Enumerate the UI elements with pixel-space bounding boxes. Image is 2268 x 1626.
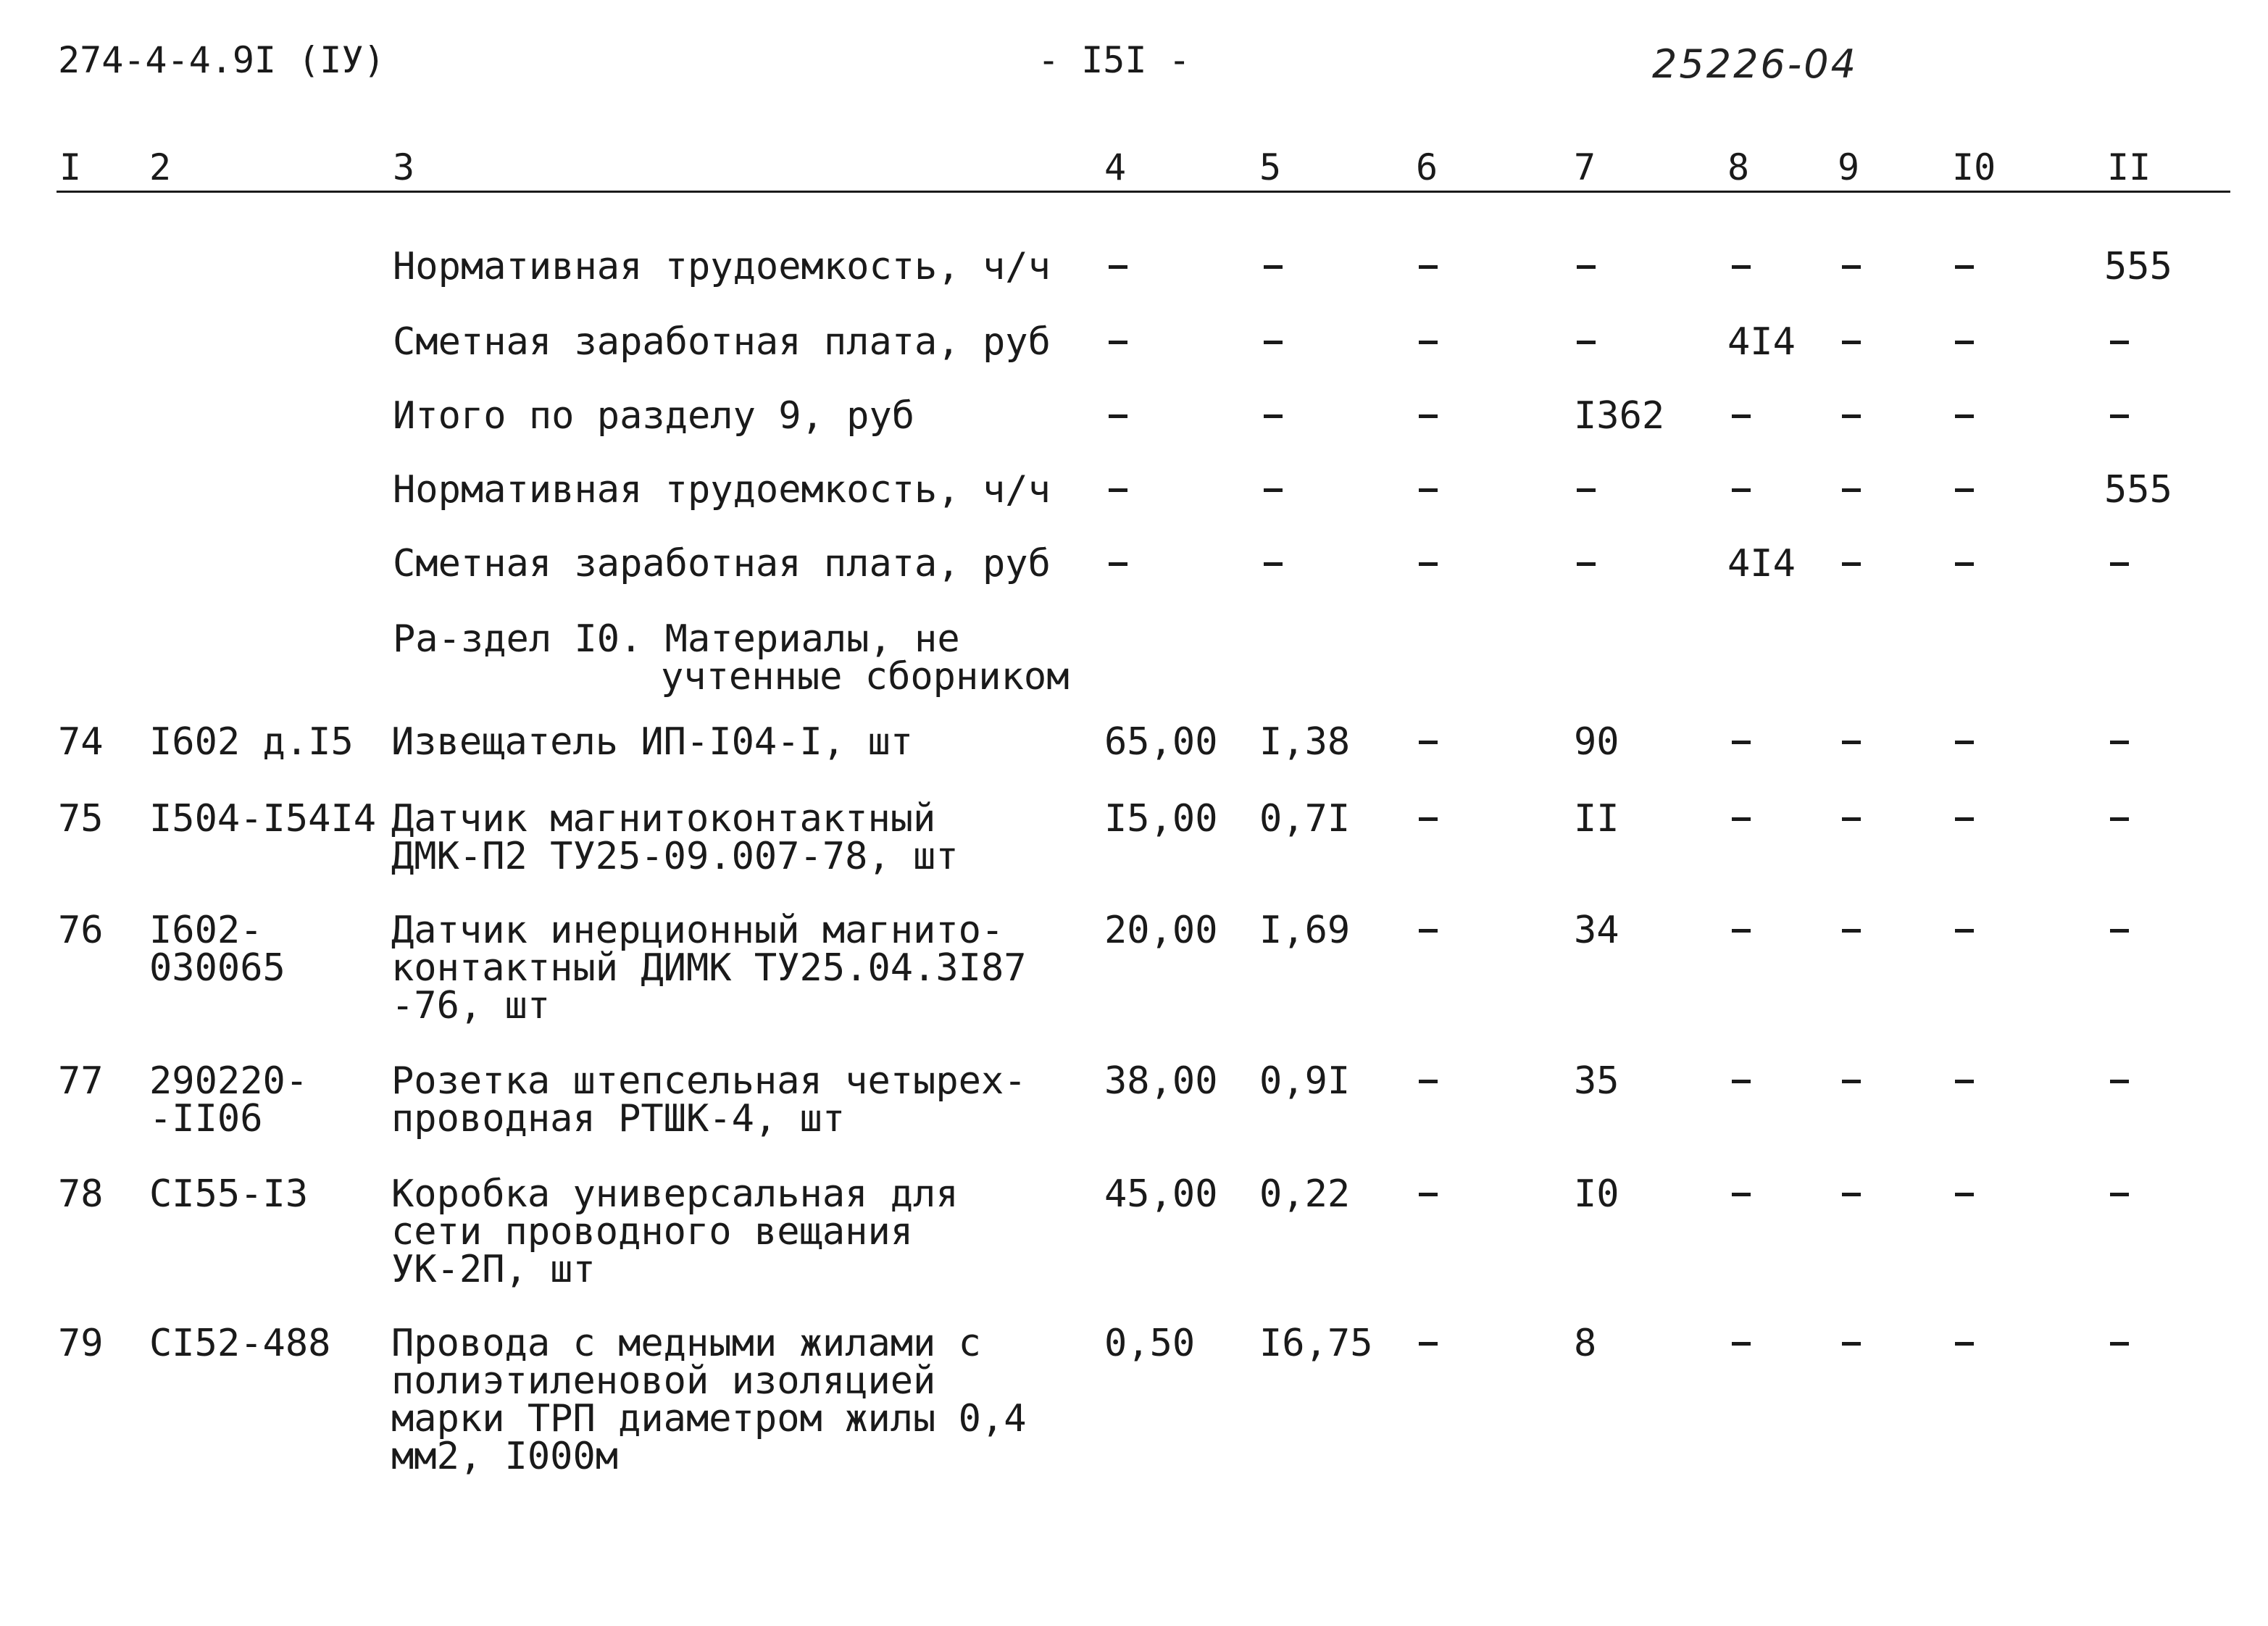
item-cell-dash <box>1955 817 1974 821</box>
item-cell-value: 35 <box>1574 1059 1619 1103</box>
summary-cell-dash <box>1577 265 1596 269</box>
item-code: CI52-488 <box>149 1322 331 1365</box>
item-name: Провода с медными жилами с полиэтиленовой изоляцией марки ТРП диаметром жилы 0,4 мм2, I000м <box>391 1322 1027 1478</box>
item-cell-value: I,38 <box>1259 720 1351 764</box>
column-number: II <box>2107 146 2151 188</box>
archive-number: 25226-04 <box>1652 41 1858 87</box>
item-code: I602- 030065 <box>149 909 285 990</box>
item-number: 74 <box>58 720 104 764</box>
summary-cell-dash <box>1419 265 1438 269</box>
item-cell-dash <box>1955 929 1974 933</box>
item-cell-value: I0 <box>1574 1172 1619 1216</box>
item-cell-dash <box>1732 817 1751 821</box>
column-number: I0 <box>1952 146 1996 188</box>
item-number: 76 <box>58 909 104 952</box>
item-cell-dash <box>1732 929 1751 933</box>
item-cell-dash <box>1842 1193 1861 1196</box>
item-cell-value: 0,22 <box>1259 1172 1351 1216</box>
item-cell-value: 0,9I <box>1259 1059 1351 1103</box>
item-cell-dash <box>1419 929 1438 933</box>
item-cell-dash <box>1732 1193 1751 1196</box>
column-number: 6 <box>1416 146 1438 188</box>
item-cell-dash <box>1732 741 1751 744</box>
summary-cell-dash <box>1842 562 1861 566</box>
summary-cell-value: 555 <box>2104 245 2172 288</box>
document-code: 274-4-4.9I (IУ) <box>58 39 385 81</box>
item-cell-dash <box>2110 1080 2129 1083</box>
item-cell-value: 90 <box>1574 720 1619 764</box>
summary-cell-dash <box>1842 265 1861 269</box>
item-cell-value: 65,00 <box>1104 720 1218 764</box>
summary-cell-dash <box>1577 562 1596 566</box>
item-cell-value: I,69 <box>1259 909 1351 952</box>
summary-cell-dash <box>1732 265 1751 269</box>
header-rule <box>57 191 2230 193</box>
page-number: - I5I - <box>1038 39 1191 81</box>
summary-cell-dash <box>1109 341 1127 344</box>
item-number: 79 <box>58 1322 104 1365</box>
section-title-line-2: учтенные сборником <box>661 655 1070 699</box>
item-name: Датчик магнитоконтактный ДМК-П2 ТУ25-09.007-78, шт <box>391 797 959 878</box>
item-number: 75 <box>58 797 104 841</box>
item-cell-value: 34 <box>1574 909 1619 952</box>
item-cell-dash <box>1842 1080 1861 1083</box>
summary-cell-dash <box>1955 488 1974 492</box>
summary-cell-value: 4I4 <box>1727 320 1796 364</box>
item-name: Датчик инерционный магнито- контактный ДИМК ТУ25.04.3I87 -76, шт <box>391 909 1027 1027</box>
item-cell-dash <box>2110 741 2129 744</box>
item-cell-dash <box>1732 1080 1751 1083</box>
summary-cell-dash <box>1577 341 1596 344</box>
summary-row-label: Нормативная трудоемкость, ч/ч <box>393 468 1051 512</box>
column-number: 3 <box>393 146 415 188</box>
item-cell-dash <box>1419 741 1438 744</box>
summary-cell-value: 555 <box>2104 468 2172 512</box>
summary-cell-dash <box>1109 414 1127 418</box>
item-name: Розетка штепсельная четырех- проводная РТШК-4, шт <box>391 1059 1027 1141</box>
item-number: 77 <box>58 1059 104 1103</box>
summary-cell-dash <box>1955 562 1974 566</box>
item-cell-dash <box>1842 817 1861 821</box>
item-cell-dash <box>1419 1342 1438 1346</box>
summary-cell-dash <box>1419 414 1438 418</box>
column-number: 8 <box>1727 146 1750 188</box>
item-cell-dash <box>1842 929 1861 933</box>
column-number: I <box>59 146 82 188</box>
column-number: 5 <box>1259 146 1282 188</box>
summary-cell-dash <box>1264 488 1283 492</box>
item-cell-dash <box>1955 1080 1974 1083</box>
item-name: Коробка универсальная для сети проводного вещания УК-2П, шт <box>391 1172 959 1291</box>
summary-row-label: Сметная заработная плата, руб <box>393 320 1051 364</box>
item-cell-value: 20,00 <box>1104 909 1218 952</box>
summary-cell-dash <box>1842 341 1861 344</box>
summary-cell-dash <box>1419 341 1438 344</box>
summary-cell-dash <box>1264 562 1283 566</box>
item-cell-dash <box>1732 1342 1751 1346</box>
item-cell-dash <box>1842 741 1861 744</box>
item-cell-dash <box>1955 1342 1974 1346</box>
item-code: I602 д.I5 <box>149 720 354 764</box>
item-code: I504-I54I4 <box>149 797 377 841</box>
item-name: Извещатель ИП-I04-I, шт <box>391 720 914 764</box>
item-cell-value: I5,00 <box>1104 797 1218 841</box>
summary-cell-dash <box>1109 488 1127 492</box>
column-number: 7 <box>1574 146 1596 188</box>
item-cell-value: II <box>1574 797 1619 841</box>
summary-cell-dash <box>1732 488 1751 492</box>
item-number: 78 <box>58 1172 104 1216</box>
summary-cell-dash <box>1264 341 1283 344</box>
item-cell-dash <box>1419 1193 1438 1196</box>
item-cell-value: 45,00 <box>1104 1172 1218 1216</box>
item-code: 290220- -II06 <box>149 1059 309 1141</box>
summary-cell-value: 4I4 <box>1727 542 1796 585</box>
item-cell-dash <box>1419 1080 1438 1083</box>
summary-cell-dash <box>2110 562 2129 566</box>
column-number: 9 <box>1838 146 1860 188</box>
summary-cell-dash <box>1842 414 1861 418</box>
summary-row-label: Итого по разделу 9, руб <box>393 394 915 438</box>
summary-cell-dash <box>1842 488 1861 492</box>
item-cell-dash <box>1955 1193 1974 1196</box>
summary-cell-value: I362 <box>1574 394 1665 438</box>
summary-cell-dash <box>1419 488 1438 492</box>
item-cell-value: 0,7I <box>1259 797 1351 841</box>
item-cell-dash <box>1842 1342 1861 1346</box>
item-code: CI55-I3 <box>149 1172 309 1216</box>
summary-cell-dash <box>1419 562 1438 566</box>
item-cell-value: I6,75 <box>1259 1322 1373 1365</box>
summary-cell-dash <box>1109 265 1127 269</box>
item-cell-value: 0,50 <box>1104 1322 1196 1365</box>
summary-cell-dash <box>1577 488 1596 492</box>
summary-cell-dash <box>1264 265 1283 269</box>
summary-cell-dash <box>2110 414 2129 418</box>
summary-cell-dash <box>1732 414 1751 418</box>
column-number: 2 <box>149 146 172 188</box>
column-number: 4 <box>1104 146 1127 188</box>
item-cell-dash <box>1955 741 1974 744</box>
summary-cell-dash <box>1955 414 1974 418</box>
summary-cell-dash <box>1955 265 1974 269</box>
section-title-line-1: Ра-здел I0. Материалы, не <box>393 617 960 661</box>
item-cell-dash <box>2110 1342 2129 1346</box>
summary-cell-dash <box>1109 562 1127 566</box>
summary-cell-dash <box>2110 341 2129 344</box>
item-cell-value: 38,00 <box>1104 1059 1218 1103</box>
summary-row-label: Нормативная трудоемкость, ч/ч <box>393 245 1051 288</box>
summary-row-label: Сметная заработная плата, руб <box>393 542 1051 585</box>
summary-cell-dash <box>1955 341 1974 344</box>
item-cell-dash <box>1419 817 1438 821</box>
item-cell-dash <box>2110 817 2129 821</box>
summary-cell-dash <box>1264 414 1283 418</box>
item-cell-value: 8 <box>1574 1322 1597 1365</box>
item-cell-dash <box>2110 1193 2129 1196</box>
item-cell-dash <box>2110 929 2129 933</box>
